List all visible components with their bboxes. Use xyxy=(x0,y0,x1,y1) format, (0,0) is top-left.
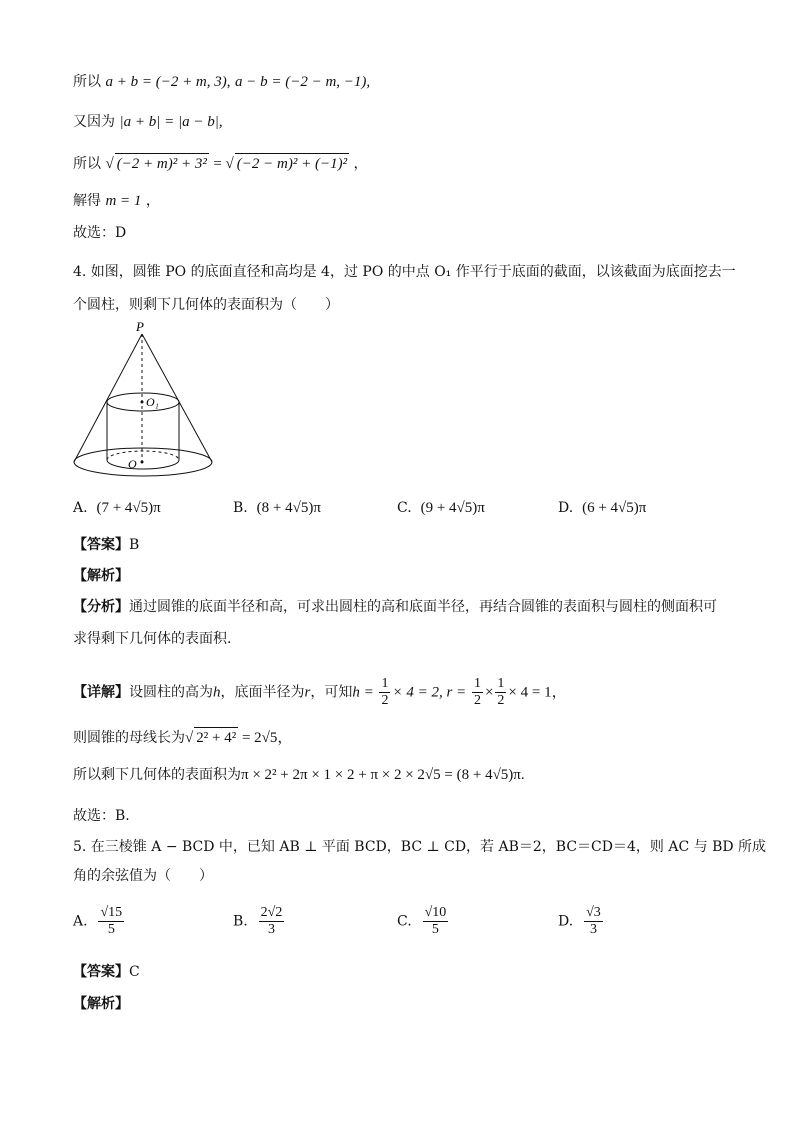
sqrt-right: (−2 − m)² + (−1)² xyxy=(235,153,349,174)
q5-option-a: A. $\frac{√15}{5}$ xyxy=(73,905,123,937)
q4-fenxi-line-2: 求得剩下几何体的表面积. xyxy=(73,631,232,647)
q4-fenxi-line-1: 【分析】通过圆锥的底面半径和高，可求出圆柱的高和底面半径，再结合圆锥的表面积与圆柱的侧面积可 xyxy=(73,599,717,615)
line-prefix: 又因为 xyxy=(73,114,115,130)
q4-option-d: D. (6 + 4√5)π xyxy=(558,500,647,516)
vector-sum-expression: a + b = (−2 + m, 3), xyxy=(105,74,231,90)
q4-detail-line-3: 所以剩下几何体的表面积为π × 2² + 2π × 1 × 2 + π × 2 × 2√5 = (8 + 4√5)π. xyxy=(73,767,525,783)
q5-option-c: C. $\frac{√10}{5}$ xyxy=(397,905,447,937)
q4-option-a: A. (7 + 4√5)π xyxy=(73,500,161,516)
fraction-half: $\frac{1}{2}$ xyxy=(497,676,505,708)
solution-line-result: 解得 m = 1 ， xyxy=(73,193,160,209)
sqrt-left: (−2 + m)² + 3² xyxy=(115,153,209,174)
q5-analysis-heading: 【解析】 xyxy=(73,996,129,1012)
q4-stem-line-2: 个圆柱，则剩下几何体的表面积为（ ） xyxy=(73,297,339,313)
q5-option-d: D. $\frac{√3}{3}$ xyxy=(558,905,601,937)
solution-line-sqrt: 所以 √ (−2 + m)² + 3² = √ (−2 − m)² + (−1)² ， xyxy=(73,153,368,174)
sqrt-generatrix: 2² + 4² xyxy=(194,727,238,748)
q5-option-b: B. $\frac{2√2}{3}$ xyxy=(233,905,283,937)
label-o: O xyxy=(128,457,137,471)
label-p: P xyxy=(136,319,144,334)
fraction-half: $\frac{1}{2}$ xyxy=(473,676,481,708)
result-expression: m = 1 xyxy=(105,193,142,209)
label-o1: O₁ xyxy=(146,395,159,409)
q4-detail-line-4: 故选：B. xyxy=(73,808,130,824)
fraction-half: $\frac{1}{2}$ xyxy=(381,676,389,708)
q4-stem-line-1: 4. 如图，圆锥 PO 的底面直径和高均是 4，过 PO 的中点 O₁ 作平行于底面的截面，以该截面为底面挖去一 xyxy=(73,264,736,280)
q5-stem-line-1: 5. 在三棱锥 A − BCD 中，已知 AB ⊥ 平面 BCD，BC ⊥ CD，若 AB＝2，BC＝CD＝4，则 AC 与 BD 所成 xyxy=(73,839,767,855)
q5-stem-line-2: 角的余弦值为（ ） xyxy=(73,868,213,884)
line-prefix: 解得 xyxy=(73,193,101,209)
magnitude-equation: |a + b| = |a − b|, xyxy=(119,114,223,130)
cone-diagram xyxy=(70,318,220,483)
cone-cylinder-figure xyxy=(70,318,220,487)
q4-analysis-heading: 【解析】 xyxy=(73,568,129,584)
q5-answer: 【答案】C xyxy=(73,964,140,980)
line-prefix: 所以 xyxy=(73,156,101,172)
line-prefix: 所以 xyxy=(73,74,101,90)
q4-option-b: B. (8 + 4√5)π xyxy=(233,500,321,516)
solution-line-condition xyxy=(73,112,223,132)
q4-detail-line-2: 则圆锥的母线长为√ 2² + 4² = 2√5， xyxy=(73,727,292,748)
vector-diff-expression: a − b = (−2 − m, −1), xyxy=(234,74,371,90)
q4-option-c: C. (9 + 4√5)π xyxy=(397,500,485,516)
q4-detail-line-1: 【详解】设圆柱的高为h，底面半径为r，可知h = $\frac{1}{2}$ × 4 = 2, r = $\frac{1}{2}$ × $\frac{1}{2}$ × 4 = 1， xyxy=(73,676,567,708)
solution-line-vectors xyxy=(73,72,370,92)
answer-choice-line: 故选：D xyxy=(73,225,127,241)
q4-answer: 【答案】B xyxy=(73,537,140,553)
